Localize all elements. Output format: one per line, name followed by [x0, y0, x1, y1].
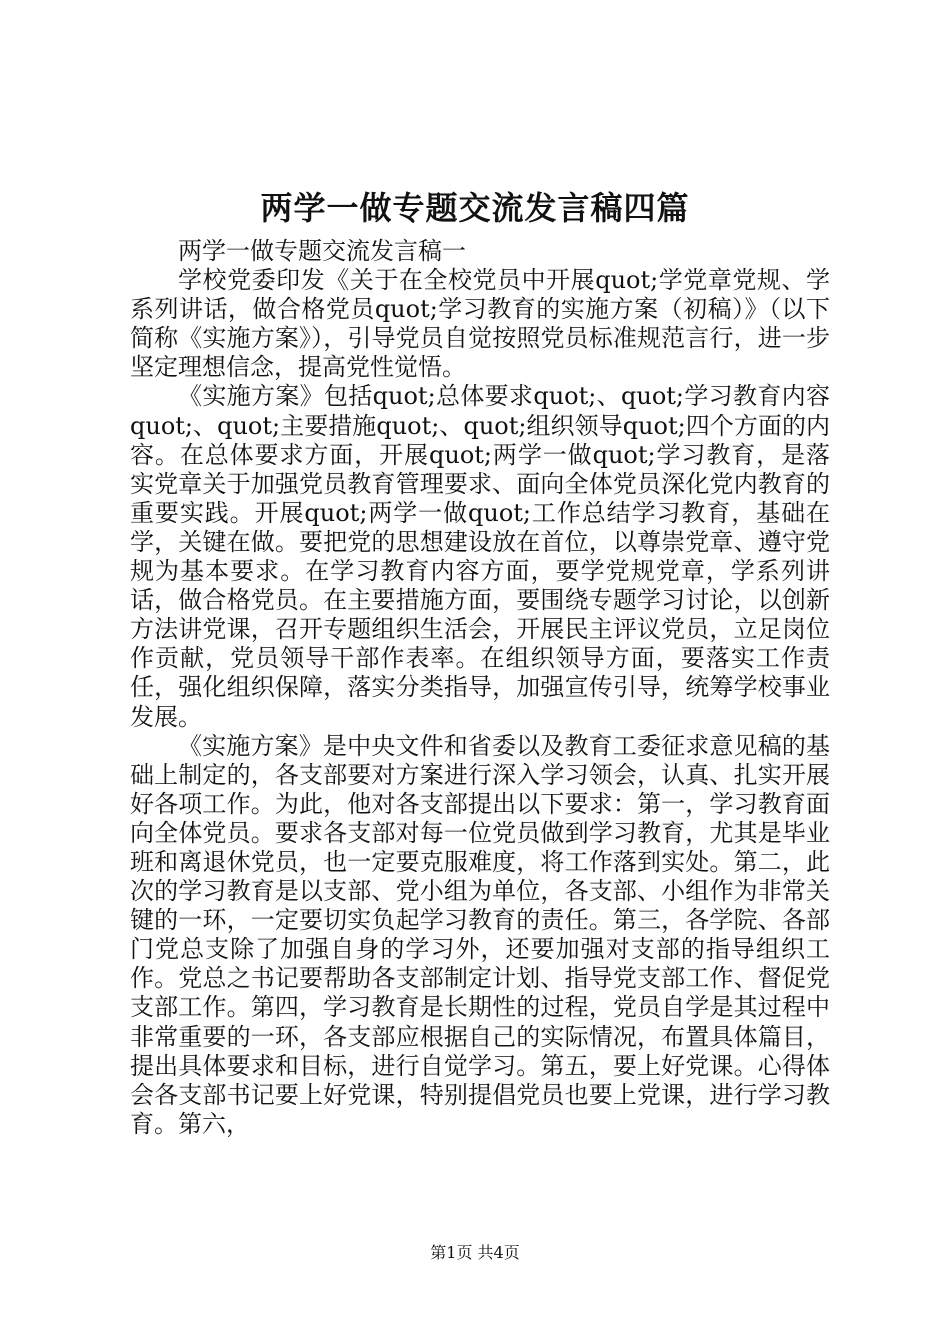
page-footer: 第1页 共4页: [430, 1243, 520, 1262]
body-paragraph-2: 《实施方案》包括quot;总体要求quot;、quot;学习教育内容quot;、quot;主要措施quot;、quot;组织领导quot;四个方面的内容。在总体要求方面，开展quot;两学一做quot;学习教育，是落实党章关于加强党员教育管理要求、面向全体党员深化党内教育的重要实践。开展quot;两学一做quot;工作总结学习教育，基础在学，关键在做。要把党的思想建设放在首位，以尊崇党章、遵守党规为基本要求。在学习教育内容方面，要学党规党章，学系列讲话，做合格党员。在主要措施方面，要围绕专题学习讨论，以创新方法讲党课，召开专题组织生活会，开展民主评议党员，立足岗位作贡献，党员领导干部作表率。在组织领导方面，要落实工作责任，强化组织保障，落实分类指导，加强宣传引导，统筹学校事业发展。: [130, 382, 830, 731]
section-subtitle: 两学一做专题交流发言稿一: [178, 237, 466, 265]
body-paragraph-3: 《实施方案》是中央文件和省委以及教育工委征求意见稿的基础上制定的，各支部要对方案进行深入学习领会，认真、扎实开展好各项工作。为此，他对各支部提出以下要求：第一，学习教育面向全体党员。要求各支部对每一位党员做到学习教育，尤其是毕业班和离退休党员，也一定要克服难度，将工作落到实处。第二，此次的学习教育是以支部、党小组为单位，各支部、小组作为非常关键的一环，一定要切实负起学习教育的责任。第三，各学院、各部门党总支除了加强自身的学习外，还要加强对支部的指导组织工作。党总之书记要帮助各支部制定计划、指导党支部工作、督促党支部工作。第四，学习教育是长期性的过程，党员自学是其过程中非常重要的一环，各支部应根据自己的实际情况，布置具体篇目，提出具体要求和目标，进行自觉学习。第五，要上好党课。心得体会各支部书记要上好党课，特别提倡党员也要上党课，进行学习教育。第六，: [130, 731, 830, 1138]
body-paragraph-1: 学校党委印发《关于在全校党员中开展quot;学党章党规、学系列讲话，做合格党员quot;学习教育的实施方案（初稿）》（以下简称《实施方案》），引导党员自觉按照党员标准规范言行，进一步坚定理想信念，提高党性觉悟。: [130, 266, 830, 382]
document-body: [130, 237, 830, 1139]
document-title: 两学一做专题交流发言稿四篇: [260, 189, 690, 227]
